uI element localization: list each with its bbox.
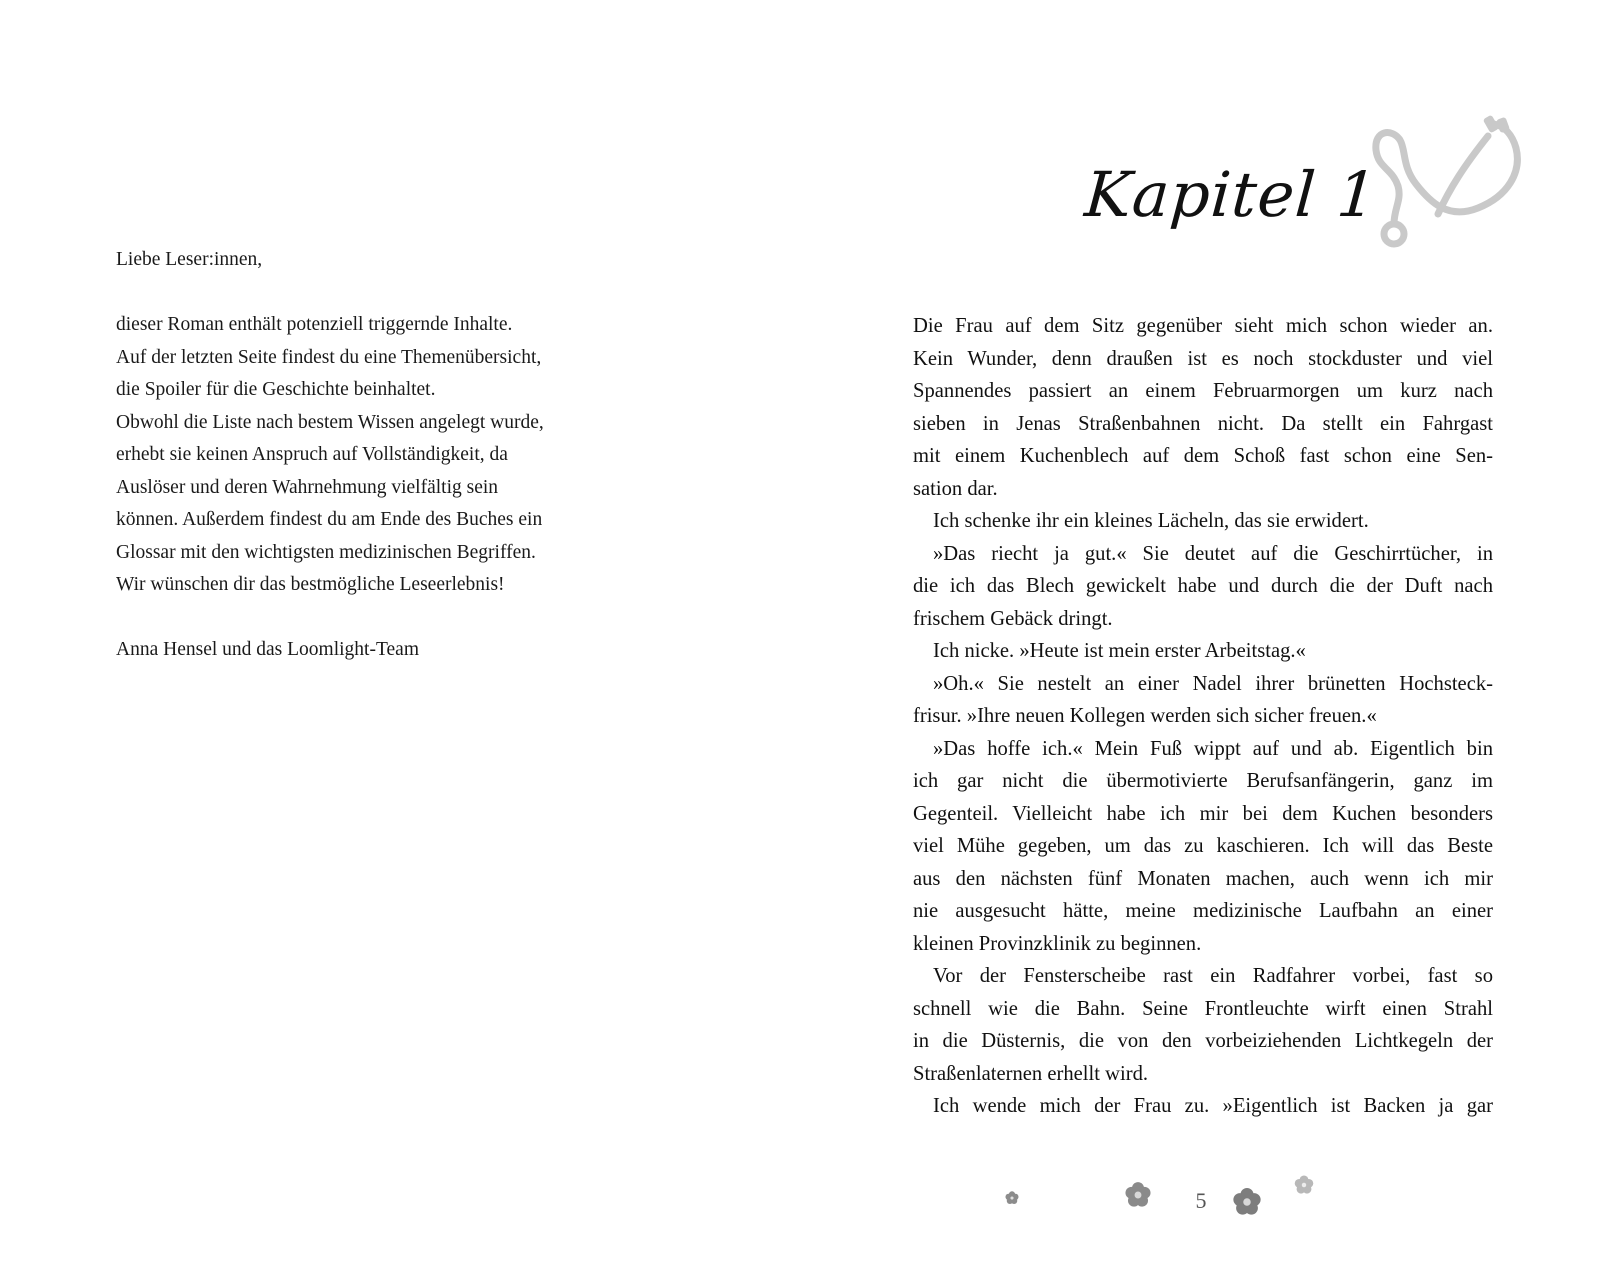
note-line: Wir wünschen dir das bestmögliche Leseerlebnis! xyxy=(116,574,505,595)
note-line: Auf der letzten Seite findest du eine Themenübersicht, xyxy=(116,346,542,368)
text-line: Kein Wunder, denn draußen ist es noch stockduster und viel xyxy=(913,347,1493,370)
text-line: nie ausgesucht hätte, meine medizinische Laufbahn an einer xyxy=(913,900,1493,922)
flower-icon xyxy=(1125,1182,1150,1206)
chapter-body-text xyxy=(913,310,1493,1123)
text-line: frisur. »Ihre neuen Kollegen werden sich sicher freuen.« xyxy=(913,705,1377,727)
text-line: »Das hoffe ich.« Mein Fuß wippt auf und ab. Eigentlich bin xyxy=(933,737,1493,760)
text-line: Ich wende mich der Frau zu. »Eigentlich ist Backen ja gar xyxy=(933,1095,1493,1117)
text-line: Vor der Fensterscheibe rast ein Radfahrer vorbei, fast so xyxy=(933,965,1493,987)
footer-flowers xyxy=(995,1170,1335,1230)
text-line: Ich schenke ihr ein kleines Lächeln, das sie erwidert. xyxy=(933,510,1369,532)
text-line: in die Düsternis, die von den vorbeiziehenden Lichtkegeln der xyxy=(913,1030,1493,1052)
text-line: Gegenteil. Vielleicht habe ich mir bei dem Kuchen besonders xyxy=(913,802,1493,825)
flower-icon xyxy=(1295,1175,1314,1193)
note-line: die Spoiler für die Geschichte beinhaltet. xyxy=(116,379,436,400)
text-line: ich gar nicht die übermotivierte Berufsanfängerin, ganz im xyxy=(913,770,1493,792)
text-line: »Oh.« Sie nestelt an einer Nadel ihrer brünetten Hochsteck- xyxy=(933,672,1493,695)
note-line: Obwohl die Liste nach bestem Wissen angelegt wurde, xyxy=(116,411,544,433)
flower-icon xyxy=(1005,1191,1018,1204)
text-line: Spannendes passiert an einem Februarmorgen um kurz nach xyxy=(913,380,1493,402)
text-line: Straßenlaternen erhellt wird. xyxy=(913,1062,1149,1085)
flower-icon xyxy=(1233,1188,1260,1215)
note-signature: Anna Hensel und das Loomlight-Team xyxy=(116,639,419,660)
note-line: Auslöser und deren Wahrnehmung vielfältig sein xyxy=(116,476,499,498)
text-line: kleinen Provinzklinik zu beginnen. xyxy=(913,932,1202,955)
note-line: erhebt sie keinen Anspruch auf Vollständigkeit, da xyxy=(116,444,508,465)
note-line: Liebe Leser:innen, xyxy=(116,249,263,270)
stethoscope-icon xyxy=(1360,108,1540,258)
text-line: aus den nächsten fünf Monaten machen, auch wenn ich mir xyxy=(913,867,1493,890)
note-spacer xyxy=(116,602,596,635)
text-line: sieben in Jenas Straßenbahnen nicht. Da stellt ein Fahrgast xyxy=(913,412,1493,435)
text-line: »Das riecht ja gut.« Sie deutet auf die Geschirrtücher, in xyxy=(933,542,1493,565)
text-line: die ich das Blech gewickelt habe und durch die der Duft nach xyxy=(913,575,1493,597)
note-line: können. Außerdem findest du am Ende des Buches ein xyxy=(116,509,543,530)
text-line: sation dar. xyxy=(913,477,998,500)
chapter-title: Kapitel 1 xyxy=(1082,158,1380,231)
note-line: dieser Roman enthält potenziell triggernde Inhalte. xyxy=(116,314,513,335)
text-line: schnell wie die Bahn. Seine Frontleuchte wirft einen Strahl xyxy=(913,997,1493,1020)
page-number: 5 xyxy=(1195,1188,1207,1213)
note-spacer xyxy=(116,277,596,310)
text-line: Die Frau auf dem Sitz gegenüber sieht mich schon wieder an. xyxy=(913,315,1493,337)
text-line: mit einem Kuchenblech auf dem Schoß fast schon eine Sen- xyxy=(913,445,1493,467)
note-line: Glossar mit den wichtigsten medizinischen Begriffen. xyxy=(116,541,536,563)
text-line: Ich nicke. »Heute ist mein erster Arbeitstag.« xyxy=(933,640,1306,662)
content-warning-note xyxy=(116,244,596,667)
text-line: viel Mühe gegeben, um das zu kaschieren. Ich will das Beste xyxy=(913,835,1493,857)
text-line: frischem Gebäck dringt. xyxy=(913,607,1113,630)
